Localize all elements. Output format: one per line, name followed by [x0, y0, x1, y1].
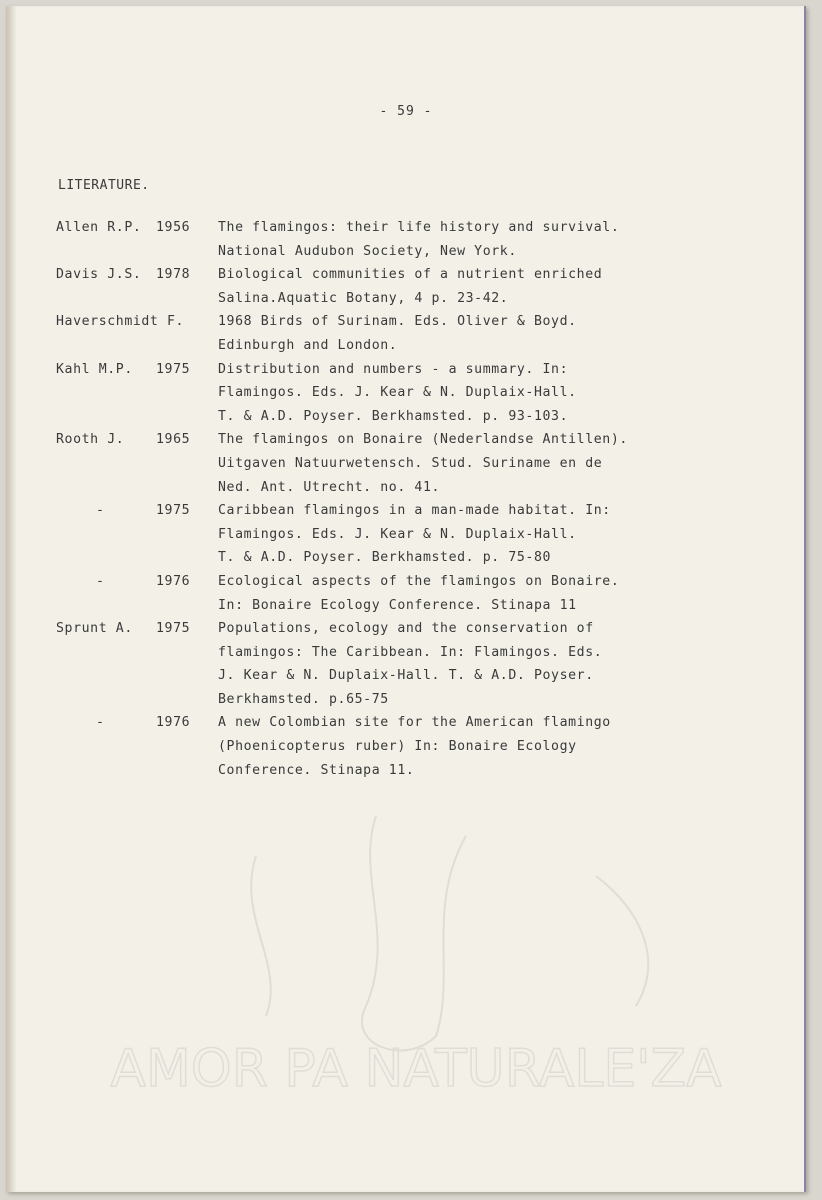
reference-entry [56, 428, 736, 499]
reference-text [218, 310, 736, 357]
reference-list [56, 216, 736, 782]
reference-entry [56, 263, 736, 310]
section-heading: LITERATURE. [58, 178, 150, 193]
reference-author: Allen R.P. [56, 220, 142, 235]
reference-line: Edinburgh and London. [218, 337, 398, 353]
reference-text [218, 358, 736, 429]
reference-text [218, 617, 736, 711]
reference-entry [56, 358, 736, 429]
reference-line: Caribbean flamingos in a man-made habitat. In: [218, 503, 611, 519]
cover-edge [804, 6, 806, 1192]
reference-author: - [96, 573, 105, 589]
reference-line: The flamingos on Bonaire (Nederlandse Antillen). [218, 432, 628, 448]
reference-entry [56, 570, 736, 617]
faded-watermark-illustration [76, 816, 756, 1116]
binding-spine [6, 6, 16, 1192]
reference-line: Distribution and numbers - a summary. In: [218, 361, 569, 377]
reference-author: Haverschmidt F. [56, 314, 185, 330]
reference-author: Davis J.S. [56, 267, 142, 283]
document-page [6, 6, 806, 1192]
reference-year: 1965 [156, 432, 191, 448]
reference-line: A new Colombian site for the American flamingo [218, 715, 611, 731]
reference-line: Uitgaven Natuurwetensch. Stud. Suriname en de [218, 455, 603, 471]
reference-line: In: Bonaire Ecology Conference. Stinapa 11 [218, 597, 577, 613]
reference-entry [56, 310, 736, 357]
reference-line: 1968 Birds of Surinam. Eds. Oliver & Boyd. [218, 314, 577, 330]
reference-line: Ecological aspects of the flamingos on Bonaire. [218, 573, 620, 589]
reference-author: - [96, 715, 105, 731]
reference-line: Flamingos. Eds. J. Kear & N. Duplaix-Hall. [218, 526, 577, 542]
reference-entry [56, 499, 736, 570]
reference-text [218, 428, 736, 499]
reference-line: (Phoenicopterus ruber) In: Bonaire Ecology [218, 739, 577, 755]
reference-entry [56, 617, 736, 711]
reference-text [218, 570, 736, 617]
reference-author: - [96, 503, 105, 519]
reference-year: 1975 [156, 621, 191, 637]
reference-author: Sprunt A. [56, 621, 133, 637]
reference-line: The flamingos: their life history and survival. [218, 220, 620, 235]
reference-line: Salina.Aquatic Botany, 4 p. 23-42. [218, 290, 509, 306]
reference-year: 1978 [156, 267, 191, 283]
reference-year: 1956 [156, 220, 191, 235]
reference-line: flamingos: The Caribbean. In: Flamingos. Eds. [218, 644, 603, 660]
reference-text [218, 711, 736, 782]
page-number: - 59 - [379, 104, 433, 119]
reference-year: 1976 [156, 573, 191, 589]
reference-year: 1975 [156, 503, 191, 519]
reference-line: Berkhamsted. p.65-75 [218, 691, 389, 707]
reference-line: Flamingos. Eds. J. Kear & N. Duplaix-Hall. [218, 385, 577, 401]
reference-line: T. & A.D. Poyser. Berkhamsted. p. 75-80 [218, 550, 552, 566]
reference-author: Rooth J. [56, 432, 125, 448]
reference-line: J. Kear & N. Duplaix-Hall. T. & A.D. Poyser. [218, 668, 594, 684]
reference-line: Ned. Ant. Utrecht. no. 41. [218, 479, 441, 495]
watermark-text: AMOR PA NATURALE'ZA [110, 1039, 722, 1099]
reference-line: T. & A.D. Poyser. Berkhamsted. p. 93-103. [218, 408, 569, 424]
reference-year: 1975 [156, 361, 191, 377]
reference-line: National Audubon Society, New York. [218, 243, 517, 259]
reference-author: Kahl M.P. [56, 361, 133, 377]
reference-line: Biological communities of a nutrient enriched [218, 267, 603, 283]
reference-text [218, 263, 736, 310]
reference-text [218, 499, 736, 570]
reference-line: Populations, ecology and the conservation of [218, 621, 594, 637]
reference-text [218, 216, 736, 263]
reference-line: Conference. Stinapa 11. [218, 762, 415, 778]
reference-year: 1976 [156, 715, 191, 731]
reference-entry [56, 711, 736, 782]
reference-entry [56, 216, 736, 263]
